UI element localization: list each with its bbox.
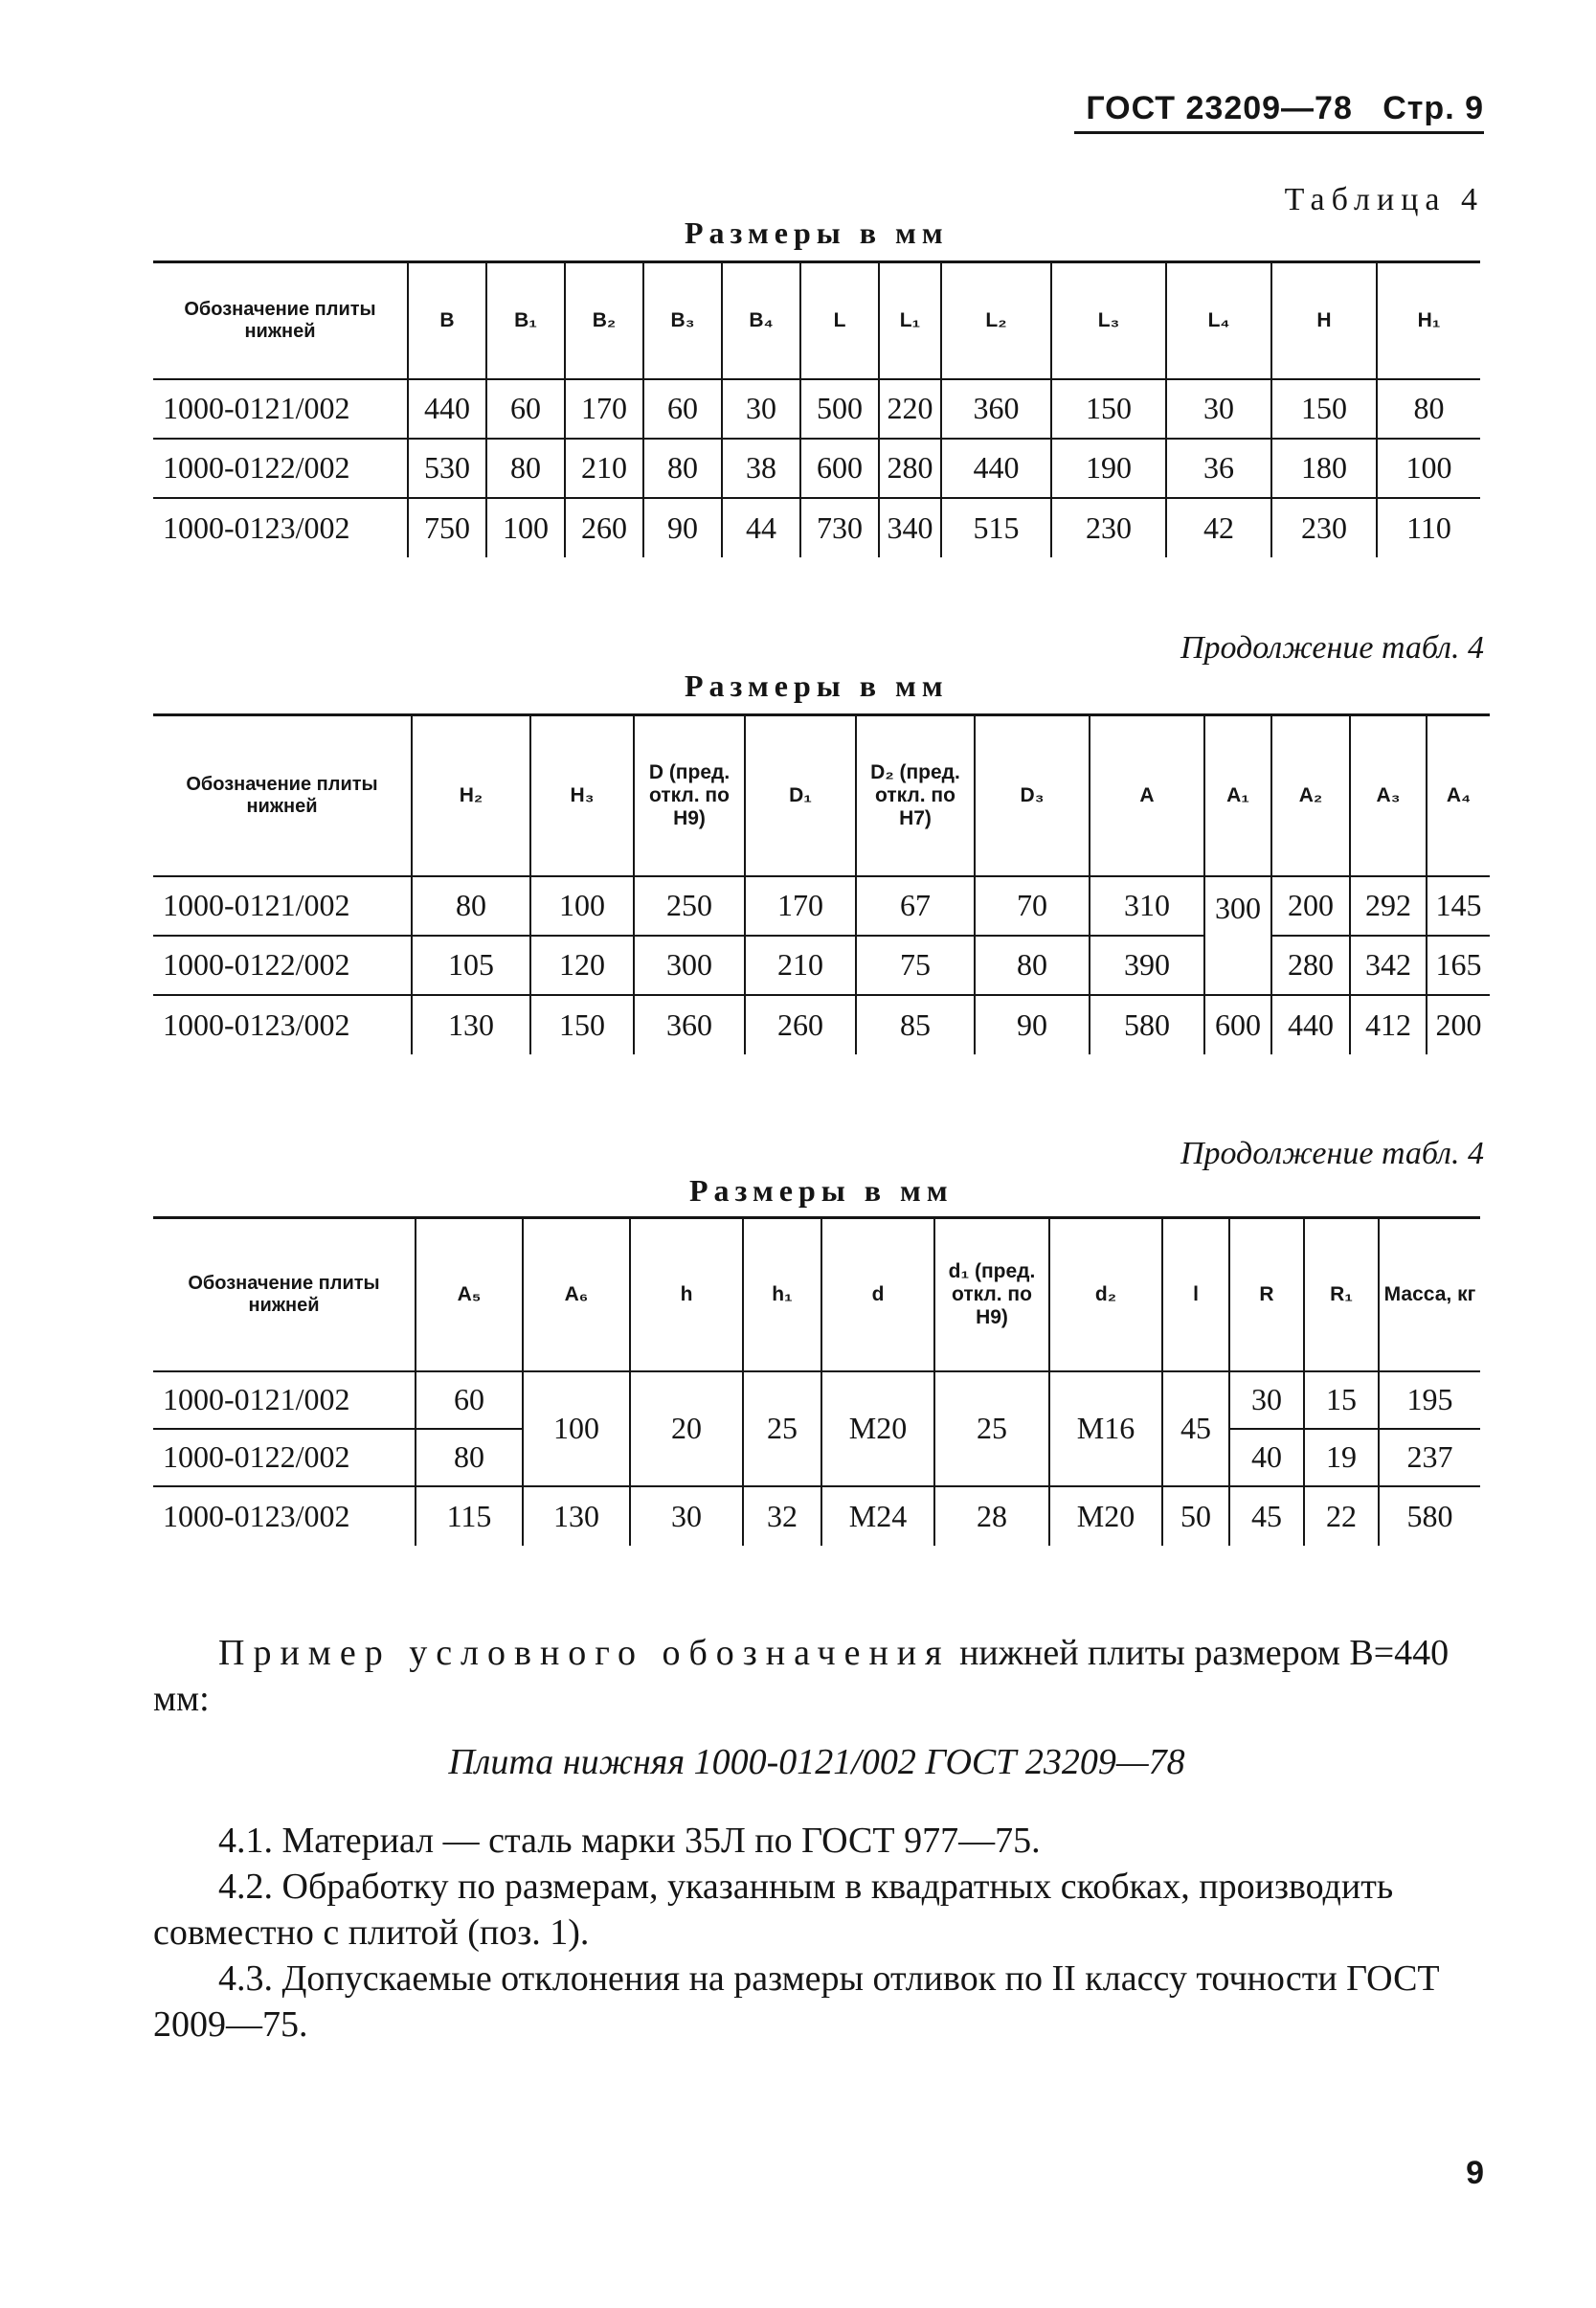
designation-cell: 1000-0121/002 [153, 1371, 416, 1429]
value-cell: 80 [643, 439, 722, 498]
example-paragraph [153, 1630, 1480, 1722]
column-header: H₁ [1377, 262, 1480, 379]
value-cell: 260 [565, 498, 643, 557]
value-cell: 530 [408, 439, 486, 498]
value-cell: 44 [722, 498, 800, 557]
column-header: B₃ [643, 262, 722, 379]
value-cell: 105 [412, 936, 530, 995]
column-header: A₆ [523, 1218, 630, 1371]
column-header: R₁ [1304, 1218, 1379, 1371]
column-header: B₂ [565, 262, 643, 379]
designation-cell: 1000-0123/002 [163, 509, 350, 545]
value-cell: 110 [1377, 498, 1480, 557]
value-cell: 115 [416, 1486, 523, 1546]
value-cell: 80 [486, 439, 565, 498]
column-header: d₂ [1049, 1218, 1162, 1371]
page-number: 9 [1466, 2155, 1484, 2191]
merged-d1-cell: 25 [934, 1371, 1049, 1486]
merged-a1-cell: 300 [1204, 876, 1271, 995]
value-cell: 195 [1379, 1371, 1480, 1429]
value-cell: 40 [1229, 1429, 1304, 1486]
value-cell: 260 [745, 995, 856, 1054]
merged-l-cell: 45 [1162, 1371, 1229, 1486]
value-cell: 30 [630, 1486, 743, 1546]
value-cell: 30 [1229, 1371, 1304, 1429]
value-cell: 280 [879, 439, 941, 498]
continuation-caption: Продолжение табл. 4 [1180, 1136, 1484, 1171]
value-cell: 230 [1051, 498, 1166, 557]
column-header: d [821, 1218, 934, 1371]
column-header: A [1090, 715, 1204, 876]
column-header: H₃ [530, 715, 634, 876]
value-cell: 165 [1427, 936, 1490, 995]
value-cell: 600 [1204, 995, 1271, 1054]
column-header: l [1162, 1218, 1229, 1371]
column-header: Масса, кг [1379, 1218, 1480, 1371]
column-header: B₄ [722, 262, 800, 379]
value-cell: 50 [1162, 1486, 1229, 1546]
designation-cell: 1000-0123/002 [163, 1498, 350, 1533]
value-cell: 30 [1166, 379, 1271, 439]
value-cell: 300 [634, 936, 745, 995]
column-header: h₁ [743, 1218, 821, 1371]
value-cell: 15 [1304, 1371, 1379, 1429]
value-cell: 45 [1229, 1486, 1304, 1546]
value-cell: 515 [941, 498, 1051, 557]
value-cell: 250 [634, 876, 745, 936]
designation-cell: 1000-0122/002 [153, 936, 412, 995]
continuation-caption: Продолжение табл. 4 [1180, 630, 1484, 666]
column-header: h [630, 1218, 743, 1371]
merged-h-cell: 20 [630, 1371, 743, 1486]
value-cell: 19 [1304, 1429, 1379, 1486]
value-cell: 80 [416, 1429, 523, 1486]
value-cell: 60 [643, 379, 722, 439]
value-cell: 30 [722, 379, 800, 439]
column-header: L [800, 262, 879, 379]
column-header: D₁ [745, 715, 856, 876]
column-header: L₁ [879, 262, 941, 379]
table-row [153, 439, 1480, 498]
value-cell: 80 [412, 876, 530, 936]
value-cell: 730 [800, 498, 879, 557]
value-cell: 130 [523, 1486, 630, 1546]
value-cell: 100 [530, 876, 634, 936]
value-cell: 100 [486, 498, 565, 557]
value-cell: 150 [1051, 379, 1166, 439]
column-header: D₂ (пред. откл. по H7) [856, 715, 975, 876]
column-header: D₃ [975, 715, 1090, 876]
value-cell: 440 [941, 439, 1051, 498]
standard-number: ГОСТ 23209—78 [1086, 90, 1353, 126]
column-header: A₅ [416, 1218, 523, 1371]
column-header: L₄ [1166, 262, 1271, 379]
designation-cell: 1000-0121/002 [153, 876, 412, 936]
value-cell: M24 [821, 1486, 934, 1546]
value-cell: 580 [1379, 1486, 1480, 1546]
value-cell: 32 [743, 1486, 821, 1546]
value-cell: 120 [530, 936, 634, 995]
merged-d-cell: M20 [821, 1371, 934, 1486]
example-intro-rest: нижней плиты размером B=440 мм: [153, 1633, 1450, 1719]
example-intro [153, 1630, 1480, 1722]
column-header: R [1229, 1218, 1304, 1371]
note-item: 4.3. Допускаемые отклонения на размеры отливок по II классу точности ГОСТ 2009—75. [153, 1958, 1440, 2045]
column-header: d₁ (пред. откл. по H9) [934, 1218, 1049, 1371]
table-header-row [153, 262, 1480, 379]
value-cell: 310 [1090, 876, 1204, 936]
table-row [153, 1486, 1480, 1546]
dimensions-table-1 [153, 260, 1480, 557]
designation-cell: 1000-0121/002 [153, 379, 408, 439]
table-row [153, 379, 1480, 439]
column-header: A₃ [1350, 715, 1427, 876]
column-header: A₄ [1427, 715, 1490, 876]
note-item: 4.1. Материал — сталь марки 35Л по ГОСТ 977—75. [218, 1821, 1041, 1861]
table-row [153, 876, 1490, 936]
page-label: Стр. 9 [1382, 90, 1484, 126]
value-cell: 580 [1090, 995, 1204, 1054]
table-row [153, 498, 1480, 557]
designation-cell: 1000-0122/002 [153, 1429, 416, 1486]
value-cell: 200 [1427, 995, 1490, 1054]
example-intro-spaced: Пример условного обозначения [218, 1633, 951, 1673]
column-header: B₁ [486, 262, 565, 379]
merged-h1-cell: 25 [743, 1371, 821, 1486]
value-cell: 60 [416, 1371, 523, 1429]
table-header-row [153, 715, 1490, 876]
value-cell: 60 [486, 379, 565, 439]
value-cell: 22 [1304, 1486, 1379, 1546]
units-caption: Размеры в мм [685, 668, 949, 703]
column-header: L₂ [941, 262, 1051, 379]
value-cell: 210 [745, 936, 856, 995]
table-header-row [153, 1218, 1480, 1371]
table-row [153, 1371, 1480, 1429]
value-cell: 440 [408, 379, 486, 439]
table-row [153, 995, 1490, 1054]
units-caption: Размеры в мм [685, 215, 949, 250]
value-cell: 100 [1377, 439, 1480, 498]
merged-d2-cell: M16 [1049, 1371, 1162, 1486]
value-cell: 220 [879, 379, 941, 439]
column-header: A₁ [1204, 715, 1271, 876]
value-cell: 75 [856, 936, 975, 995]
value-cell: 200 [1271, 876, 1350, 936]
value-cell: 28 [934, 1486, 1049, 1546]
designation-cell: 1000-0122/002 [153, 439, 408, 498]
value-cell: 150 [1271, 379, 1377, 439]
table-caption: Таблица 4 [1284, 182, 1484, 217]
value-cell: 170 [745, 876, 856, 936]
value-cell: 342 [1350, 936, 1427, 995]
column-header: Обозначение плиты нижней [153, 1218, 416, 1371]
value-cell: 340 [879, 498, 941, 557]
value-cell: 38 [722, 439, 800, 498]
column-header: Обозначение плиты нижней [153, 262, 408, 379]
value-cell: 360 [634, 995, 745, 1054]
page-header [1074, 90, 1484, 134]
column-header: D (пред. откл. по H9) [634, 715, 745, 876]
column-header: Обозначение плиты нижней [153, 715, 412, 876]
value-cell: 180 [1271, 439, 1377, 498]
value-cell: 360 [941, 379, 1051, 439]
column-header: H [1271, 262, 1377, 379]
column-header: H₂ [412, 715, 530, 876]
value-cell: 292 [1350, 876, 1427, 936]
value-cell: 190 [1051, 439, 1166, 498]
value-cell: M20 [1049, 1486, 1162, 1546]
value-cell: 90 [975, 995, 1090, 1054]
column-header: L₃ [1051, 262, 1166, 379]
value-cell: 70 [975, 876, 1090, 936]
table-row [153, 936, 1490, 995]
value-cell: 230 [1271, 498, 1377, 557]
value-cell: 440 [1271, 995, 1350, 1054]
value-cell: 36 [1166, 439, 1271, 498]
value-cell: 130 [412, 995, 530, 1054]
value-cell: 210 [565, 439, 643, 498]
value-cell: 67 [856, 876, 975, 936]
note-item: 4.2. Обработку по размерам, указанным в квадратных скобках, производить совместно с плитой (поз. 1). [153, 1867, 1394, 1953]
units-caption: Размеры в мм [689, 1173, 954, 1208]
value-cell: 280 [1271, 936, 1350, 995]
value-cell: 80 [975, 936, 1090, 995]
value-cell: 170 [565, 379, 643, 439]
designation-cell: 1000-0123/002 [163, 1007, 350, 1042]
value-cell: 412 [1350, 995, 1427, 1054]
merged-a6-cell: 100 [523, 1371, 630, 1486]
notes [153, 1818, 1480, 2048]
column-header: B [408, 262, 486, 379]
value-cell: 600 [800, 439, 879, 498]
value-cell: 80 [1377, 379, 1480, 439]
example-designation: Плита нижняя 1000-0121/002 ГОСТ 23209—78 [448, 1742, 1185, 1782]
value-cell: 90 [643, 498, 722, 557]
value-cell: 750 [408, 498, 486, 557]
value-cell: 390 [1090, 936, 1204, 995]
value-cell: 85 [856, 995, 975, 1054]
value-cell: 145 [1427, 876, 1490, 936]
value-cell: 42 [1166, 498, 1271, 557]
value-cell: 150 [530, 995, 634, 1054]
value-cell: 237 [1379, 1429, 1480, 1486]
column-header: A₂ [1271, 715, 1350, 876]
value-cell: 500 [800, 379, 879, 439]
dimensions-table-2 [153, 713, 1490, 1054]
dimensions-table-3 [153, 1216, 1480, 1546]
